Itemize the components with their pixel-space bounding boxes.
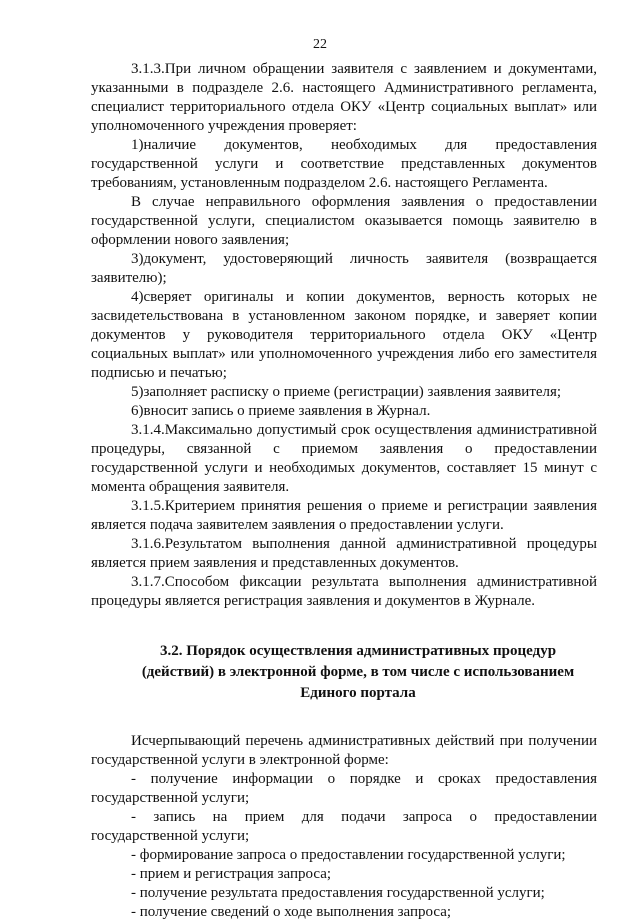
paragraph-actions-intro: Исчерпывающий перечень административных действий при получении государственной услуги в электронной форме: (91, 733, 597, 768)
paragraph-incorrect-form: В случае неправильного оформления заявления о предоставлении государственной услуги, специалистом оказывается помощь заявителю в оформлении нового заявления; (91, 194, 597, 248)
section-heading-3-2 (91, 641, 597, 704)
paragraph-item-5: 5)заполняет расписку о приеме (регистрации) заявления заявителя; (131, 384, 562, 400)
list-item: - получение сведений о ходе выполнения запроса; (131, 904, 452, 920)
paragraph-item-4: 4)сверяет оригиналы и копии документов, верность которых не засвидетельствована в установленном законом порядке, и заверяет копии документов у руководителя территориального отдела ОКУ «Центр социальных выплат» или уполномоченного учреждения либо его заместителя подписью и печатью; (91, 289, 597, 381)
paragraph-3-1-4: 3.1.4.Максимально допустимый срок осуществления административной процедуры, связанной с приемом заявления о предоставлении государственной услуги и необходимых документов, составляет 15 минут с момента обращения заявителя. (91, 422, 597, 495)
paragraph-item-3: 3)документ, удостоверяющий личность заявителя (возвращается заявителю); (91, 251, 597, 286)
page-number: 22 (313, 37, 327, 52)
heading-line: Единого портала (300, 685, 416, 701)
list-item: - прием и регистрация запроса; (131, 866, 332, 882)
paragraph-item-6: 6)вносит запись о приеме заявления в Журнал. (131, 403, 431, 419)
paragraph-3-1-7: 3.1.7.Способом фиксации результата выполнения административной процедуры является регистрация заявления и документов в Журнале. (91, 574, 597, 609)
paragraph-3-1-5: 3.1.5.Критерием принятия решения о приеме и регистрации заявления является подача заявителем заявления о предоставлении услуги. (91, 498, 597, 533)
heading-line: 3.2. Порядок осуществления административных процедур (159, 643, 557, 659)
heading-line: (действий) в электронной форме, в том числе с использованием (141, 664, 575, 680)
list-item: - запись на прием для подачи запроса о предоставлении государственной услуги; (91, 809, 597, 844)
paragraph-item-1: 1)наличие документов, необходимых для предоставления государственной услуги и соответствие представленных документов требованиям, установленным подразделом 2.6. настоящего Регламента. (91, 137, 597, 191)
list-item: - получение информации о порядке и сроках предоставления государственной услуги; (91, 771, 597, 806)
document-body (91, 60, 597, 922)
list-item: - получение результата предоставления государственной услуги; (131, 885, 545, 901)
list-item: - формирование запроса о предоставлении государственной услуги; (131, 847, 566, 863)
paragraph-3-1-3: 3.1.3.При личном обращении заявителя с заявлением и документами, указанными в подразделе 2.6. настоящего Административного регламента, специалист территориального отдела ОКУ «Центр социальных выплат» или уполномоченного учреждения проверяет: (91, 61, 597, 134)
paragraph-3-1-6: 3.1.6.Результатом выполнения данной административной процедуры является прием заявления и представленных документов. (91, 536, 597, 571)
